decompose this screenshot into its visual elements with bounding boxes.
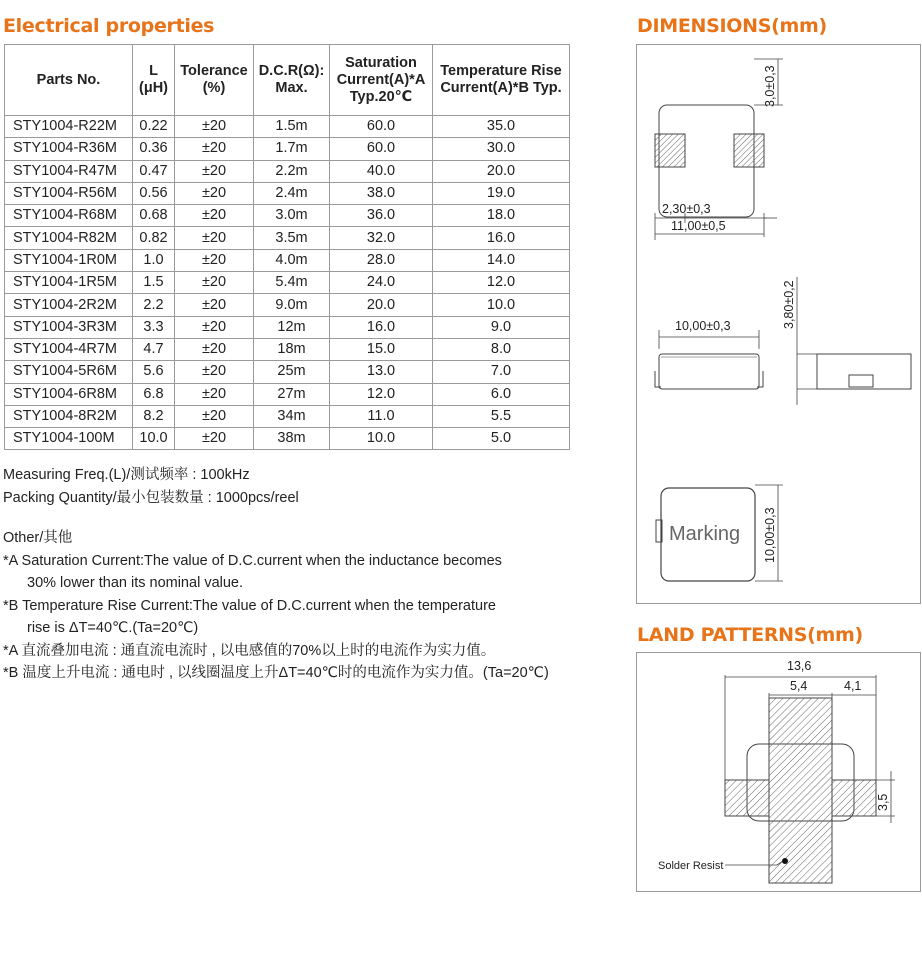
part-number-cell: STY1004-1R5M bbox=[5, 272, 133, 294]
dcr-cell: 3.0m bbox=[254, 205, 330, 227]
land-panel bbox=[636, 652, 921, 892]
saturation-current-cell: 24.0 bbox=[330, 272, 433, 294]
inductance-cell: 2.2 bbox=[133, 294, 175, 316]
tolerance-cell: ±20 bbox=[175, 160, 254, 182]
inductance-cell: 8.2 bbox=[133, 405, 175, 427]
dcr-cell: 2.4m bbox=[254, 182, 330, 204]
electrical-title: Electrical properties bbox=[3, 15, 215, 37]
temp-rise-current-cell: 14.0 bbox=[433, 249, 570, 271]
tolerance-cell: ±20 bbox=[175, 205, 254, 227]
marking-text: Marking bbox=[669, 523, 741, 545]
component-side-view bbox=[659, 354, 759, 389]
table-row bbox=[5, 249, 570, 271]
temp-rise-current-cell: 12.0 bbox=[433, 272, 570, 294]
saturation-current-cell: 38.0 bbox=[330, 182, 433, 204]
temp-rise-current-cell: 35.0 bbox=[433, 116, 570, 138]
table-row bbox=[5, 294, 570, 316]
inductance-cell: 0.36 bbox=[133, 138, 175, 160]
tolerance-cell: ±20 bbox=[175, 272, 254, 294]
part-number-cell: STY1004-100M bbox=[5, 428, 133, 450]
land-title: LAND PATTERNS(mm) bbox=[637, 624, 863, 646]
tolerance-cell: ±20 bbox=[175, 428, 254, 450]
tolerance-cell: ±20 bbox=[175, 249, 254, 271]
header-saturation: Saturation Current(A)*A Typ.20℃ bbox=[330, 45, 433, 116]
part-number-cell: STY1004-4R7M bbox=[5, 338, 133, 360]
land-dim-inner: 5,4 bbox=[790, 679, 808, 693]
part-number-cell: STY1004-5R6M bbox=[5, 361, 133, 383]
inductance-cell: 0.22 bbox=[133, 116, 175, 138]
part-number-cell: STY1004-R68M bbox=[5, 205, 133, 227]
header-inductance: L (μH) bbox=[133, 45, 175, 116]
saturation-current-cell: 36.0 bbox=[330, 205, 433, 227]
dimensions-drawing bbox=[637, 45, 920, 603]
header-temp-rise: Temperature Rise Current(A)*B Typ. bbox=[433, 45, 570, 116]
dimensions-panel bbox=[636, 44, 921, 604]
dim-height-top: 3,0±0,3 bbox=[763, 65, 777, 107]
temp-rise-current-cell: 6.0 bbox=[433, 383, 570, 405]
part-number-cell: STY1004-8R2M bbox=[5, 405, 133, 427]
packing-quantity: Packing Quantity/最小包装数量 : 1000pcs/reel bbox=[3, 489, 299, 506]
inductance-cell: 0.68 bbox=[133, 205, 175, 227]
dcr-cell: 1.5m bbox=[254, 116, 330, 138]
part-number-cell: STY1004-3R3M bbox=[5, 316, 133, 338]
other-heading: Other/其他 bbox=[3, 530, 73, 546]
table-row bbox=[5, 316, 570, 338]
dcr-cell: 38m bbox=[254, 428, 330, 450]
part-number-cell: STY1004-R56M bbox=[5, 182, 133, 204]
note-a-line1: *A Saturation Current:The value of D.C.current when the inductance becomes bbox=[3, 552, 502, 569]
part-number-cell: STY1004-6R8M bbox=[5, 383, 133, 405]
dcr-cell: 34m bbox=[254, 405, 330, 427]
dcr-cell: 12m bbox=[254, 316, 330, 338]
inductance-cell: 10.0 bbox=[133, 428, 175, 450]
spec-table bbox=[4, 44, 570, 450]
part-number-cell: STY1004-R36M bbox=[5, 138, 133, 160]
saturation-current-cell: 16.0 bbox=[330, 316, 433, 338]
terminal-left bbox=[655, 134, 685, 167]
table-row bbox=[5, 405, 570, 427]
inductance-cell: 0.82 bbox=[133, 227, 175, 249]
temp-rise-current-cell: 30.0 bbox=[433, 138, 570, 160]
note-b-line1: *B Temperature Rise Current:The value of D.C.current when the temperature bbox=[3, 597, 496, 614]
saturation-current-cell: 60.0 bbox=[330, 116, 433, 138]
measurement-notes bbox=[3, 464, 299, 509]
note-b-chinese: *B 温度上升电流 : 通电时 , 以线圈温度上升ΔT=40℃时的电流作为实力值。(Ta=20℃) bbox=[3, 665, 549, 681]
inductance-cell: 0.47 bbox=[133, 160, 175, 182]
table-row bbox=[5, 361, 570, 383]
table-row bbox=[5, 138, 570, 160]
table-row bbox=[5, 160, 570, 182]
dcr-cell: 1.7m bbox=[254, 138, 330, 160]
tolerance-cell: ±20 bbox=[175, 405, 254, 427]
inductance-cell: 0.56 bbox=[133, 182, 175, 204]
dcr-cell: 2.2m bbox=[254, 160, 330, 182]
part-number-cell: STY1004-1R0M bbox=[5, 249, 133, 271]
inductor-body bbox=[769, 698, 832, 883]
inductance-cell: 1.5 bbox=[133, 272, 175, 294]
inductance-cell: 4.7 bbox=[133, 338, 175, 360]
part-number-cell: STY1004-2R2M bbox=[5, 294, 133, 316]
tolerance-cell: ±20 bbox=[175, 227, 254, 249]
tolerance-cell: ±20 bbox=[175, 138, 254, 160]
dcr-cell: 3.5m bbox=[254, 227, 330, 249]
saturation-current-cell: 12.0 bbox=[330, 383, 433, 405]
part-number-cell: STY1004-R82M bbox=[5, 227, 133, 249]
dim-terminal: 2,30±0,3 bbox=[662, 202, 711, 216]
header-tolerance: Tolerance (%) bbox=[175, 45, 254, 116]
header-dcr: D.C.R(Ω): Max. bbox=[254, 45, 330, 116]
dcr-cell: 4.0m bbox=[254, 249, 330, 271]
part-number-cell: STY1004-R22M bbox=[5, 116, 133, 138]
land-dim-pad: 4,1 bbox=[844, 679, 862, 693]
temp-rise-current-cell: 5.5 bbox=[433, 405, 570, 427]
saturation-current-cell: 32.0 bbox=[330, 227, 433, 249]
dcr-cell: 27m bbox=[254, 383, 330, 405]
tolerance-cell: ±20 bbox=[175, 383, 254, 405]
tolerance-cell: ±20 bbox=[175, 294, 254, 316]
tolerance-cell: ±20 bbox=[175, 316, 254, 338]
temp-rise-current-cell: 18.0 bbox=[433, 205, 570, 227]
land-pattern-drawing bbox=[637, 653, 920, 891]
tolerance-cell: ±20 bbox=[175, 116, 254, 138]
temp-rise-current-cell: 8.0 bbox=[433, 338, 570, 360]
temp-rise-current-cell: 5.0 bbox=[433, 428, 570, 450]
dcr-cell: 18m bbox=[254, 338, 330, 360]
table-header-row bbox=[5, 45, 570, 116]
land-pad-right bbox=[832, 780, 876, 816]
saturation-current-cell: 11.0 bbox=[330, 405, 433, 427]
dim-overall: 11,00±0,5 bbox=[671, 219, 726, 233]
measuring-freq: Measuring Freq.(L)/测试频率 : 100kHz bbox=[3, 467, 250, 483]
inductance-cell: 5.6 bbox=[133, 361, 175, 383]
table-row bbox=[5, 272, 570, 294]
note-a-line2: 30% lower than its nominal value. bbox=[27, 575, 244, 591]
terminal-right bbox=[734, 134, 764, 167]
inductance-cell: 3.3 bbox=[133, 316, 175, 338]
table-row bbox=[5, 227, 570, 249]
header-parts: Parts No. bbox=[5, 45, 133, 116]
saturation-current-cell: 28.0 bbox=[330, 249, 433, 271]
solder-resist-label: Solder Resist bbox=[658, 860, 724, 872]
table-row bbox=[5, 182, 570, 204]
land-dim-total: 13,6 bbox=[787, 659, 812, 673]
table-row bbox=[5, 428, 570, 450]
other-notes bbox=[3, 527, 549, 685]
part-number-cell: STY1004-R47M bbox=[5, 160, 133, 182]
saturation-current-cell: 13.0 bbox=[330, 361, 433, 383]
table-row bbox=[5, 338, 570, 360]
saturation-current-cell: 10.0 bbox=[330, 428, 433, 450]
tolerance-cell: ±20 bbox=[175, 182, 254, 204]
inductance-cell: 6.8 bbox=[133, 383, 175, 405]
end-terminal bbox=[849, 375, 873, 387]
saturation-current-cell: 20.0 bbox=[330, 294, 433, 316]
land-dim-pad-h: 3,5 bbox=[876, 793, 890, 811]
dim-body-height: 10,00±0,3 bbox=[763, 507, 777, 563]
temp-rise-current-cell: 10.0 bbox=[433, 294, 570, 316]
table-row bbox=[5, 205, 570, 227]
temp-rise-current-cell: 9.0 bbox=[433, 316, 570, 338]
dim-height-side: 3,80±0,2 bbox=[782, 280, 796, 329]
temp-rise-current-cell: 16.0 bbox=[433, 227, 570, 249]
tolerance-cell: ±20 bbox=[175, 361, 254, 383]
tolerance-cell: ±20 bbox=[175, 338, 254, 360]
note-b-line2: rise is ΔT=40℃.(Ta=20℃) bbox=[27, 620, 199, 636]
side-terminals bbox=[655, 371, 763, 387]
land-pad-left bbox=[725, 780, 769, 816]
saturation-current-cell: 60.0 bbox=[330, 138, 433, 160]
inductance-cell: 1.0 bbox=[133, 249, 175, 271]
temp-rise-current-cell: 19.0 bbox=[433, 182, 570, 204]
temp-rise-current-cell: 7.0 bbox=[433, 361, 570, 383]
dimensions-title: DIMENSIONS(mm) bbox=[637, 15, 827, 37]
dcr-cell: 25m bbox=[254, 361, 330, 383]
temp-rise-current-cell: 20.0 bbox=[433, 160, 570, 182]
component-end-view bbox=[817, 354, 911, 389]
dcr-cell: 9.0m bbox=[254, 294, 330, 316]
table-row bbox=[5, 383, 570, 405]
dim-width-side: 10,00±0,3 bbox=[675, 319, 731, 333]
solder-resist-marker bbox=[782, 858, 788, 864]
table-row bbox=[5, 116, 570, 138]
saturation-current-cell: 40.0 bbox=[330, 160, 433, 182]
dcr-cell: 5.4m bbox=[254, 272, 330, 294]
saturation-current-cell: 15.0 bbox=[330, 338, 433, 360]
note-a-chinese: *A 直流叠加电流 : 通直流电流时 , 以电感值的70%以上时的电流作为实力值。 bbox=[3, 642, 496, 659]
